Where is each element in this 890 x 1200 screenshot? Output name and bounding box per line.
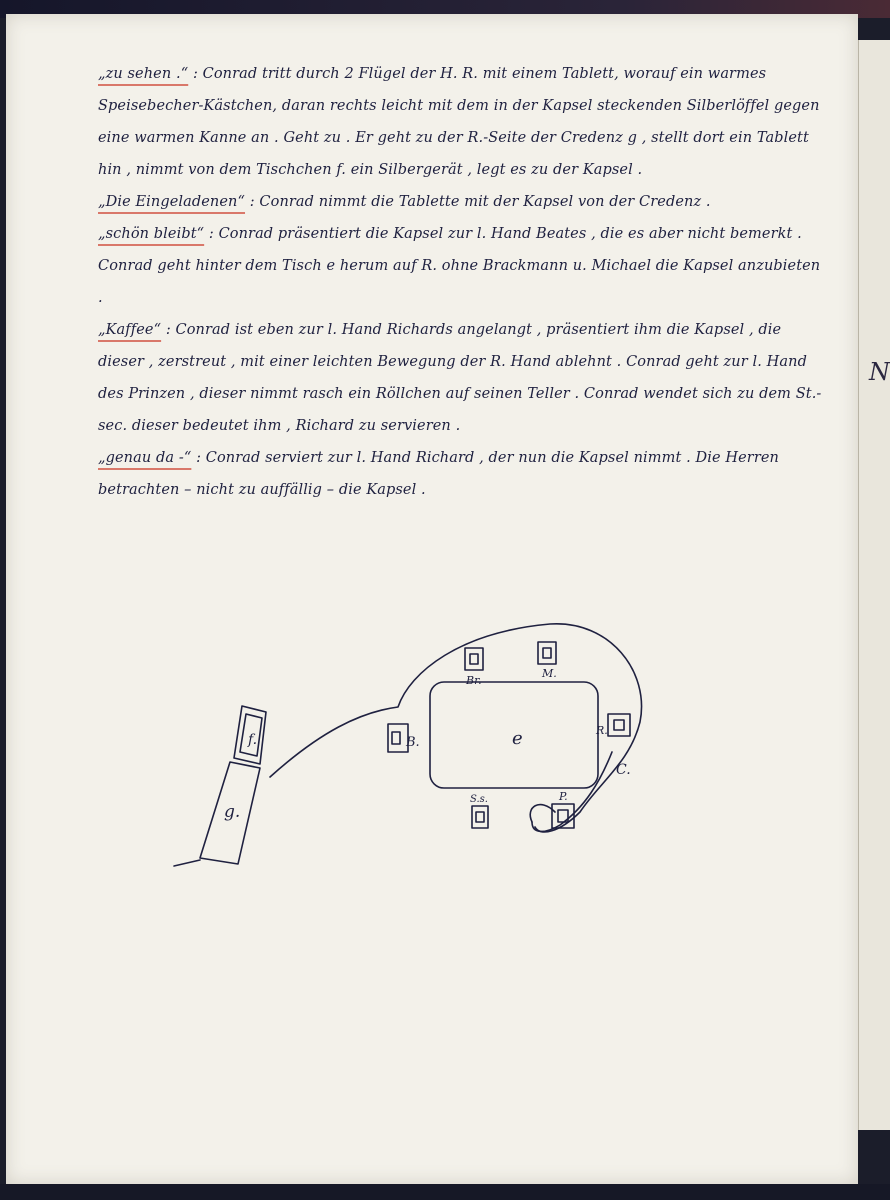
cue-label: „Kaffee“ [98,322,162,338]
book-bottom-edge [0,1184,890,1200]
chair-m [538,642,556,664]
chair-b-seat [392,732,400,744]
cue-label: „schön bleibt“ [98,226,205,242]
chair-p-label: P. [559,790,568,803]
chair-r-seat [614,720,624,730]
direction-paragraph [98,186,822,218]
direction-text: : Conrad ist eben zur l. Hand Richards angelangt , präsentiert ihm die Kapsel , die dieser , zerstreut , mit einer leichten Bewegung der R. Hand ablehnt . Conrad geht zur l. Hand des Prinzen , dieser nimmt rasch ein Röllchen auf seinen Teller . Conrad wendet sich zu dem St.-sec. dieser bedeutet ihm , Richard zu servieren . [98,322,822,434]
chair-ss-seat [476,812,484,822]
direction-text: : Conrad präsentiert die Kapsel zur l. Hand Beates , die es aber nicht bemerkt . Conrad geht hinter dem Tisch e herum auf R. ohne Brackmann u. Michael die Kapsel anzubieten . [98,226,821,306]
chair-ss [472,806,488,828]
direction-text: : Conrad nimmt die Tablette mit der Kapsel von der Credenz . [249,194,711,210]
direction-paragraph [98,442,822,506]
credenz-label: g. [224,802,241,822]
stage-directions [98,58,822,506]
stage-diagram [160,612,680,882]
credenz-baseline [174,860,200,866]
chair-m-seat [543,648,551,658]
conrad-label: C. [616,762,631,778]
direction-text: : Conrad tritt durch 2 Flügel der H. R. mit einem Tablett, worauf ein warmes Speisebecher-Kästchen, daran rechts leicht mit dem in der Kapsel steckenden Silberlöffel gegen eine warmen Kanne an . Geht zu . Er geht zu der R.-Seite der Credenz g , stellt dort ein Tablett hin , nimmt von dem Tischchen f. ein Silbergerät , legt es zu der Kapsel . [98,66,820,178]
cue-label: „genau da -“ [98,450,192,466]
chair-br-label: Br. [466,674,482,687]
chair-r-label: R. [596,724,608,737]
chair-br-seat [470,654,478,664]
next-page-fragment: N [869,358,890,386]
chair-br [465,648,483,670]
table-label: e [512,728,523,749]
small-table-label: f. [248,732,258,748]
direction-text: : Conrad serviert zur l. Hand Richard , der nun die Kapsel nimmt . Die Herren betrachten – nicht zu auffällig – die Kapsel . [98,450,779,498]
cue-label: „Die Eingeladenen“ [98,194,246,210]
chair-b [388,724,408,752]
direction-paragraph [98,58,822,186]
chair-b-label: B. [406,735,420,750]
chair-r [608,714,630,736]
direction-paragraph [98,218,822,314]
next-page-edge [858,40,890,1130]
direction-paragraph [98,314,822,442]
chair-ss-label: S.s. [470,794,488,805]
chair-m-label: M. [542,667,557,680]
cue-label: „zu sehen .“ [98,66,189,82]
